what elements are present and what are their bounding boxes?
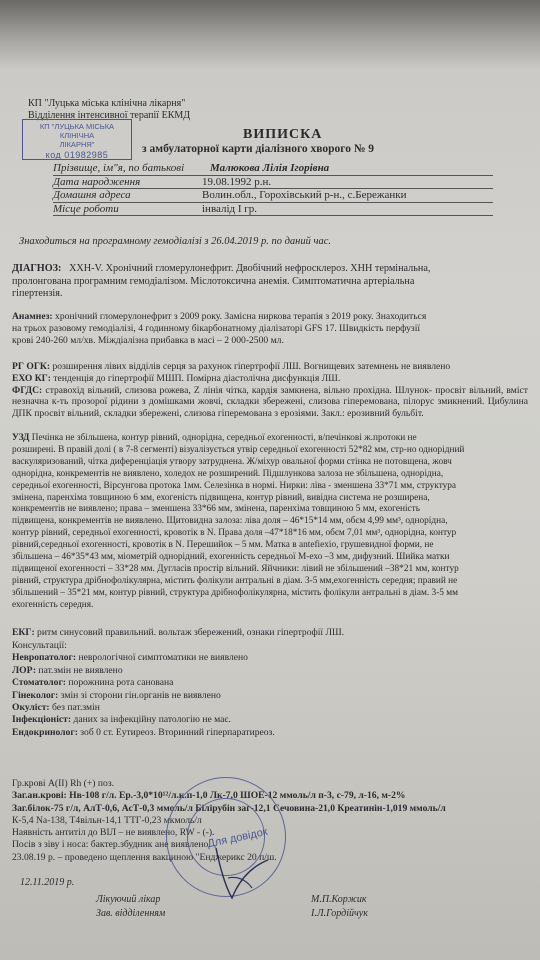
anamnesis-section: [12, 311, 528, 346]
ultrasound-text: підвищеної ехогенності – 33*28 мм. Дугласів простір вільний. Яйчники: лівий не збільшений –38*21 мм, контур: [12, 563, 459, 574]
field-value: Волин.обл., Горохівський р-н., с.Бережанки: [202, 189, 407, 201]
patient-row: [53, 162, 493, 176]
consult-text: порожнина рота санована: [66, 677, 174, 689]
ultrasound-text: збільшена – 46*35*43 мм, міометрій однорідний, ехогенність середньої М-ехо –3 мм, дифузний. Шийка матки: [12, 552, 450, 563]
patient-row: [53, 203, 493, 217]
field-value: Малюкова Лілія Ігорівна: [210, 162, 330, 174]
patient-row: [53, 189, 493, 203]
diagnosis-label: ДІАГНОЗ:: [12, 263, 62, 274]
consult-label: Стоматолог:: [12, 677, 67, 689]
field-label: Прізвище, ім"я, по батькові: [53, 162, 185, 174]
lab-line: Заг.білок-75 г/л, АлТ-0,6, АсТ-0,3 ммоль/л Білірубін заг-12,1 Сечовина-21,0 Креатинін-1,019 ммоль/л: [12, 802, 446, 814]
consult-label: Ендокринолог:: [12, 726, 78, 738]
program-note: Знаходиться на програмному гемодіалізі з 26.04.2019 р. по даний час.: [19, 236, 332, 247]
consult-item: [12, 677, 528, 689]
consult-text: без пат.змін: [49, 702, 100, 714]
consult-text: неврологічної симптоматики не виявлено: [76, 652, 248, 664]
diagnosis-section: [12, 263, 528, 301]
ultrasound-text: збільшений – 35*21 мм, контур рівний, структура дрібнофолікулярна, містить фолікули антральні в діам. 3-5 мм: [12, 587, 459, 598]
exam-item: [12, 373, 528, 385]
ultrasound-section: [12, 433, 528, 612]
stamp-line: КП "ЛУЦЬКА МІСЬКА КЛІНІЧНА: [39, 122, 115, 140]
consult-label: Невропатолог:: [12, 652, 77, 664]
patient-row: [53, 176, 493, 190]
lab-line: Посів з зіву і носа: бактер.збудник ане виявлено: [12, 839, 209, 851]
diagnosis-text: ХХН-V. Хронічний гломерулонефрит. Двобічний нефросклероз. ХНН термінальна,: [69, 263, 431, 274]
ultrasound-text: підвищена, конкрементів не виявлено. Щитовидна залоза: ліва доля – 46*15*14 мм, обєм 4,99 мм³, однорідна,: [12, 516, 448, 527]
diagnosis-text: гіпертензія.: [12, 288, 63, 299]
exam-label: РГ ОГК:: [12, 361, 51, 372]
exam-label: ФГДС:: [12, 384, 43, 396]
institution-stamp: [22, 119, 132, 160]
exams-section: [12, 361, 528, 420]
role-head-of-department: Зав. відділенням: [96, 908, 166, 919]
ultrasound-label: УЗД: [12, 433, 30, 443]
lab-line: Заг.ан.крові: Нв-108 г/л. Ер.-3,0*10¹²/л.к.п-1,0 Лк-7,0 ШОЕ-12 ммоль/л п-3, с-79, л-16, м-2%: [12, 790, 406, 802]
consult-item: [12, 652, 528, 664]
name-head-of-department: І.Л.Гордійчук: [311, 908, 368, 919]
lab-line: 23.08.19 р. – проведено щеплення вакциною "Енджерикс 20 п/ш.: [12, 851, 277, 863]
field-label: Домашня адреса: [53, 189, 131, 201]
consult-label: Окуліст:: [12, 702, 50, 714]
ekg-section: [12, 627, 528, 639]
consult-item: [12, 690, 528, 702]
ultrasound-text: конкрементів не виявлено; права – зменшена 33*66 мм, змінена, паренхіма товщиною 5 мм, ехогеність: [12, 504, 420, 515]
ultrasound-text: однорідна, конкрементів не виявлено, холедох не розширений. Підшлункова залоза не збільшена, однорідна,: [12, 468, 444, 479]
ultrasound-text: середньої ехогенності, Вірсунгова протока 1мм. Селезінка в нормі. Нирки: ліва - зменшена 33*71 мм, структура: [12, 480, 457, 491]
ekg-text: ритм синусовий правильний. вольтаж збережений, ознаки гіпертрофії ЛШ.: [34, 627, 345, 638]
field-value: інвалід І гр.: [202, 202, 258, 215]
diagnosis-text: пролонгована програмним гемодіалізом. Міслотоксична анемія. Симптоматична артеріальна: [12, 275, 415, 287]
lab-line: К-5,4 Na-138, Т4вільн-14,1 ТТГ-0,23 мкмоль/л: [12, 814, 202, 826]
consultations-section: [12, 640, 528, 739]
ultrasound-text: васкуляризований, чітка диференціація утвору затруднена. Ж/міхур овальної форми стінка не потовщена, жовч: [12, 456, 452, 467]
role-treating-doctor: Лікуючий лікар: [96, 894, 161, 905]
consult-item: [12, 727, 528, 739]
exam-text: розширення лівих відділів серця за рахунок гіпертрофії ЛШ. Вогнищевих затемнень не виявлено: [50, 361, 451, 372]
consult-label: Гінеколог:: [12, 689, 59, 701]
blood-group: Гр.крові А(ІІ) Rh (+) поз.: [12, 778, 115, 789]
consult-text: пат.змін не виявлено: [36, 664, 123, 676]
consult-text: даних за інфекційну патологію не має.: [71, 714, 231, 726]
org-department: Відділення інтенсивної терапії ЕКМД: [28, 110, 191, 121]
consultations-heading: Консультації:: [12, 640, 67, 651]
exam-label: ЕХО КГ:: [12, 372, 51, 384]
document-subtitle: з амбулаторної карти діалізного хворого № 9: [142, 143, 375, 155]
consult-label: Інфекціоніст:: [12, 714, 72, 726]
ultrasound-text: Печінка не збільшена, контур рівний, однорідна, середньої ехогенності, в/печінкові ж.протоки не: [29, 433, 417, 443]
ekg-label: ЕКГ:: [12, 627, 35, 638]
field-value: 19.08.1992 р.н.: [202, 175, 272, 188]
exam-item: [12, 361, 528, 373]
patient-info: [53, 162, 493, 216]
consult-item: [12, 702, 528, 714]
ultrasound-text: ехогенність середня.: [12, 599, 94, 610]
consult-text: зоб 0 ст. Еутиреоз. Вторинний гіперпаратиреоз.: [77, 726, 275, 738]
anamnesis-text: на трьох разовому гемодіалізі, 4 годинному бікарбонатному діалізаторі GFS 17. Швидкість перфузії: [12, 322, 421, 334]
exam-text: стравохід вільний, слизова рожева, Z лінія чітка, кардія замкнена, вільно прохідна. Шлунок- просвіт вільний, вміст незначна к-ть прозорої рідини з домішками жовчі, складки збережені, слизова гіперемована, пілорус змикнений. Цибулина ДПК просвіт вільний, складки збережені, слизова гіперемована з ерозіями. Закл.: ерозивний бульбіт.: [12, 384, 528, 420]
consult-item: [12, 665, 528, 677]
ultrasound-text: змінена, паренхіма товщиною 6 мм, ехогеність підвищена, контур рівний, вивідна система не розширена,: [12, 492, 430, 503]
exam-text: тенденція до гіпертрофії МШП. Помірна діастолічна дисфункція ЛШ.: [50, 372, 341, 384]
anamnesis-text: хронічний гломерулонефрит з 2009 року. Замісна ниркова терапія з 2019 року. Знаходиться: [52, 311, 427, 322]
anamnesis-text: крові 240-260 мл/хв. Міждіалізна прибавка в масі – 2 000-2500 мл.: [12, 334, 284, 346]
stamp-line: ЛІКАРНЯ": [59, 140, 95, 149]
anamnesis-label: Анамнез:: [12, 311, 53, 322]
document-title: ВИПИСКА: [243, 127, 323, 142]
field-label: Дата народження: [53, 175, 141, 188]
photo-shadow: [0, 0, 540, 70]
consult-text: змін зі сторони гін.органів не виявлено: [58, 689, 221, 701]
stamp-code: код 01982985: [45, 150, 109, 160]
org-name: КП "Луцька міська клінічна лікарня": [28, 98, 186, 109]
ultrasound-text: рівний,середньої ехогенності, кровотік в N. Перешийок – 5 мм. Матка в antefiexio, грушевидної форми, не: [12, 540, 434, 551]
name-treating-doctor: М.П.Коржик: [311, 894, 367, 905]
exam-item: [12, 385, 528, 420]
ultrasound-text: контур рівний, середньої ехогенності, кровотік в N. Права доля –47*18*16 мм, обєм 7,01 мм³, однорідна, контур: [12, 528, 457, 539]
consult-item: [12, 714, 528, 726]
consult-label: ЛОР:: [12, 664, 37, 676]
signature-mark: [208, 838, 278, 908]
seal-text: Для довідок: [206, 825, 269, 851]
ultrasound-text: рівний, структура дрібнофолікулярна, містить фолікули антральні в діам. 3-5 мм,ехогенність середня; правий не: [12, 575, 458, 586]
field-label: Місце роботи: [53, 202, 119, 215]
lab-line: Наявність антитіл до ВІЛ – не виявлено, RW - (-).: [12, 827, 215, 839]
ultrasound-text: розширені. В правій долі ( в 7-8 сегменті) візуалізується утвір середньої ехогенності 52*82 мм, стр-но однорідний: [12, 444, 465, 455]
signature-date: 12.11.2019 р.: [20, 877, 75, 888]
